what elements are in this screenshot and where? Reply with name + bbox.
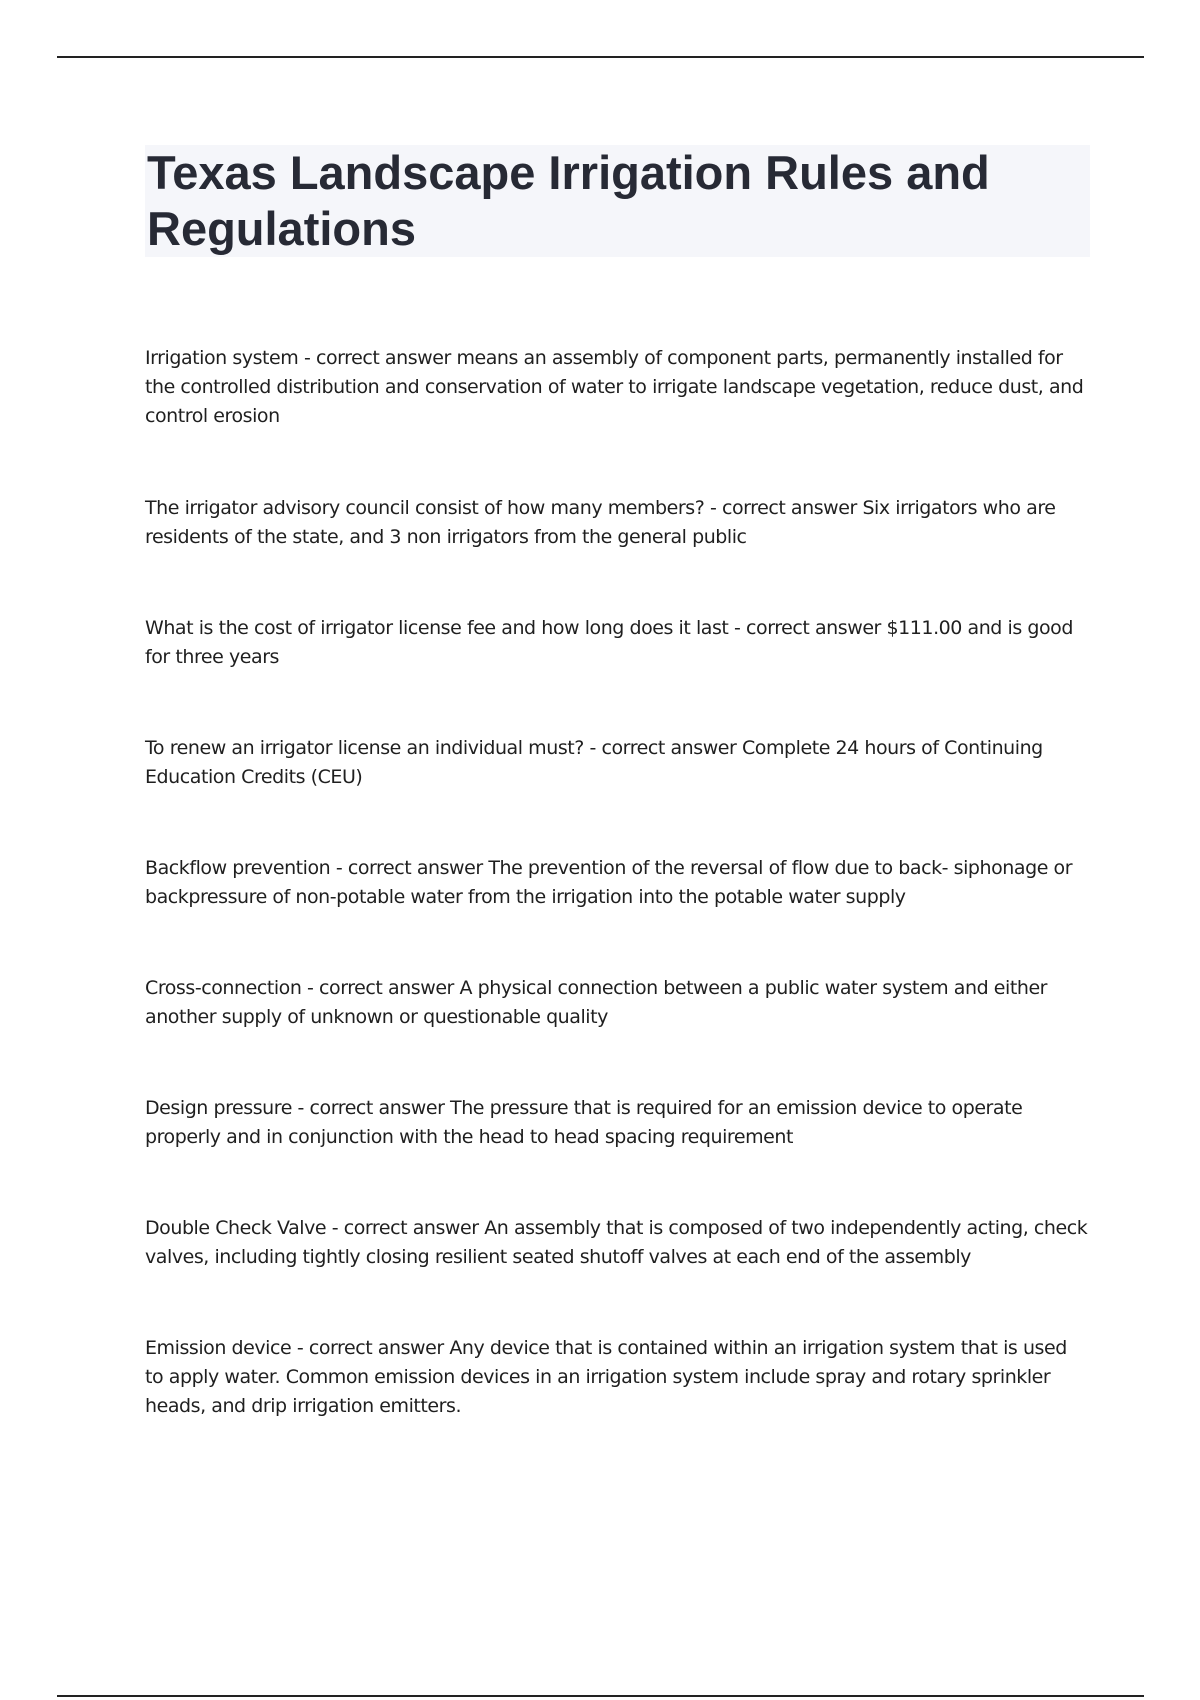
qa-answer: A physical connection between a public water system and either another supply of unknown or questionable quality <box>145 977 1048 1028</box>
qa-item <box>145 494 1090 552</box>
qa-answer: The pressure that is required for an emission device to operate properly and in conjunction with the head to head spacing requirement <box>145 1097 1023 1148</box>
qa-item <box>145 1334 1090 1421</box>
qa-term: The irrigator advisory council consist of how many members? <box>145 497 705 519</box>
qa-item <box>145 1214 1090 1272</box>
qa-item <box>145 1094 1090 1152</box>
qa-item <box>145 974 1090 1032</box>
qa-answer: Six irrigators who are residents of the state, and 3 non irrigators from the general public <box>145 497 1056 548</box>
qa-term: Design pressure <box>145 1097 292 1119</box>
qa-answer: An assembly that is composed of two independently acting, check valves, including tightly closing resilient seated shutoff valves at each end of the assembly <box>145 1217 1088 1268</box>
qa-term: Irrigation system <box>145 347 299 369</box>
qa-item <box>145 614 1090 672</box>
qa-separator: - correct answer <box>291 1337 450 1359</box>
qa-item <box>145 344 1090 431</box>
qa-answer: Complete 24 hours of Continuing Education Credits (CEU) <box>145 737 1043 788</box>
qa-separator: - correct answer <box>326 1217 485 1239</box>
qa-answer: Any device that is contained within an irrigation system that is used to apply water. Common emission devices in an irrigation system include spray and rotary sprinkler heads, and drip irrigation emitters. <box>145 1337 1067 1417</box>
qa-separator: - correct answer <box>330 857 489 879</box>
qa-separator: - correct answer <box>583 737 742 759</box>
qa-term: What is the cost of irrigator license fee and how long does it last <box>145 617 729 639</box>
qa-separator: - correct answer <box>291 1097 451 1119</box>
qa-item <box>145 854 1090 912</box>
document-title: Texas Landscape Irrigation Rules and Regulations <box>147 146 990 255</box>
qa-separator: - correct answer <box>298 347 457 369</box>
qa-answer: means an assembly of component parts, permanently installed for the controlled distribution and conservation of water to irrigate landscape vegetation, reduce dust, and control erosion <box>145 347 1084 427</box>
qa-item <box>145 734 1090 792</box>
qa-term: Emission device <box>145 1337 292 1359</box>
qa-separator: - correct answer <box>728 617 887 639</box>
qa-separator: - correct answer <box>301 977 460 999</box>
qa-answer: The prevention of the reversal of flow due to back- siphonage or backpressure of non-potable water from the irrigation into the potable water supply <box>145 857 1073 908</box>
qa-term: Double Check Valve <box>145 1217 327 1239</box>
qa-term: Backflow prevention <box>145 857 331 879</box>
bottom-divider <box>57 1695 1144 1697</box>
qa-separator: - correct answer <box>704 497 863 519</box>
qa-answer: $111.00 and is good for three years <box>145 617 1073 668</box>
qa-term: To renew an irrigator license an individual must? <box>145 737 584 759</box>
qa-term: Cross-connection <box>145 977 302 999</box>
top-divider <box>57 56 1144 58</box>
